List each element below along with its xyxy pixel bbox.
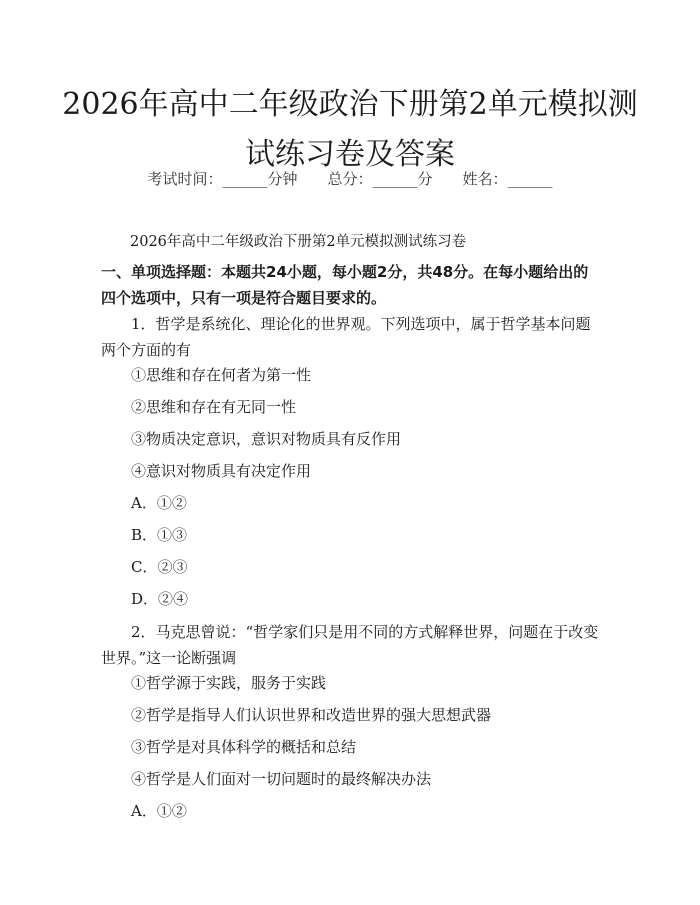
question-stem: 2．马克思曾说：“哲学家们只是用不同的方式解释世界，问题在于改变世界。”这一论断强调 [101, 623, 599, 667]
page-title: 2026年高中二年级政治下册第2单元模拟测试练习卷及答案 [62, 87, 638, 172]
question-statement: ④哲学是人们面对一切问题时的最终解决办法 [131, 770, 432, 788]
answer-option: A．①② [131, 802, 187, 820]
answer-option: D．②④ [131, 590, 189, 608]
question-stem: 1．哲学是系统化、理论化的世界观。下列选项中，属于哲学基本问题两个方面的有 [101, 315, 591, 359]
question-statement: ②思维和存在有无同一性 [131, 398, 297, 416]
question-statement: ①思维和存在何者为第一性 [131, 366, 312, 384]
exam-meta [0, 168, 700, 189]
question-statement: ③物质决定意识，意识对物质具有反作用 [131, 430, 402, 448]
student-name: 姓名：______ [462, 170, 553, 188]
answer-option: B．①③ [131, 526, 188, 544]
question-statement: ③哲学是对具体科学的概括和总结 [131, 738, 357, 756]
section-heading: 一、单项选择题：本题共24小题，每小题2分，共48分。在每小题给出的四个选项中，只有一项是符合题目要求的。 [101, 263, 589, 307]
question-statement: ①哲学源于实践，服务于实践 [131, 674, 327, 692]
answer-option: A．①② [131, 494, 187, 512]
question-statement: ②哲学是指导人们认识世界和改造世界的强大思想武器 [131, 706, 492, 724]
answer-option: C．②③ [131, 558, 188, 576]
exam-subtitle: 2026年高中二年级政治下册第2单元模拟测试练习卷 [130, 234, 467, 250]
exam-score: 总分：______分 [327, 170, 433, 188]
exam-time: 考试时间：______分钟 [147, 170, 298, 188]
question-statement: ④意识对物质具有决定作用 [131, 462, 312, 480]
